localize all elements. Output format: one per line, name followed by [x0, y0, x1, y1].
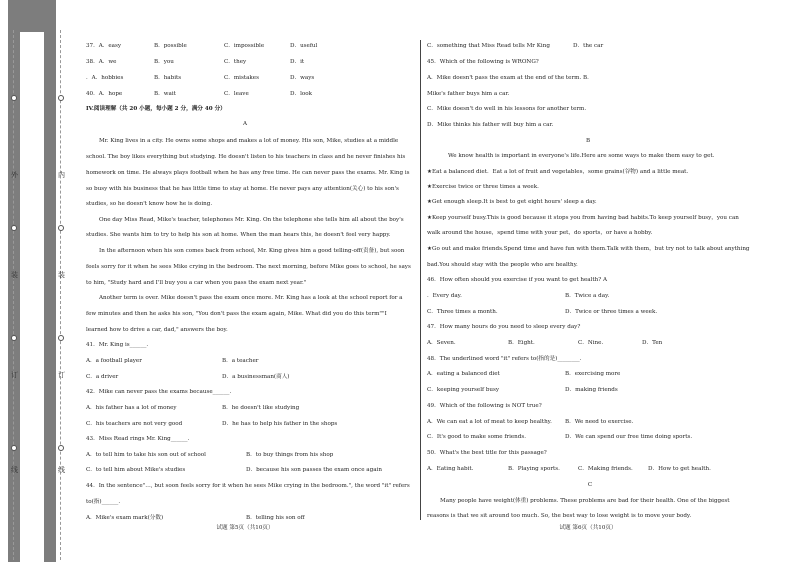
- seal-circle: [58, 225, 64, 231]
- q50-option-b: B．Playing sports.: [508, 466, 560, 472]
- q45-option-a: A．Mike doesn't pass the exam at the end of the term. B．: [427, 75, 593, 81]
- margin-bar-top: [8, 0, 56, 32]
- option-row-37-b: B．possible: [154, 43, 187, 49]
- option-row-37-a: 37．A．easy: [86, 43, 122, 49]
- passage-a-line: feels sorry for it when he sees Mike crying in the bedroom. The next morning, before Mike goes to school, he says: [86, 264, 411, 270]
- outer-mark-xian: 线: [11, 466, 18, 474]
- passage-a-label: A: [242, 121, 248, 127]
- option-row-39-d: D．ways: [290, 75, 315, 81]
- question-47: 47．How many hours do you need to sleep every day?: [427, 324, 581, 330]
- passage-c-line: Many people have weight(体重) problems. These problems are bad for their health. One of the biggest: [440, 498, 730, 504]
- passage-b-line: ★Keep yourself busy.This is good because it stops you from having bad habits.To keep yourself busy，you can: [427, 215, 739, 221]
- q49-option-b: B．We need to exercise.: [565, 419, 634, 425]
- question-43: 43．Miss Read rings Mr. King______.: [86, 436, 190, 442]
- option-row-40-a: 40．A．hope: [86, 91, 123, 97]
- q44-option-d: D．the car: [573, 43, 604, 49]
- passage-b-line: ★Get enough sleep.It is best to get eight hours' sleep a day.: [427, 199, 597, 205]
- q47-option-a: A．Seven.: [427, 340, 456, 346]
- passage-a-line: In the afternoon when his son comes back from school, Mr. King gives him a good telling-off(责备), but soon: [99, 248, 405, 254]
- q41-option-d: D．a businessman(商人): [222, 374, 290, 380]
- q50-option-a: A．Eating habit.: [427, 466, 474, 472]
- passage-a-line: so busy with his business that he has little time to stay at home. He never pays any attention(关心) to his son's: [86, 186, 399, 192]
- question-48: 48．The underlined word "it" refers to(指的是)________.: [427, 356, 582, 362]
- option-row-40-b: B．wait: [154, 91, 176, 97]
- question-41: 41．Mr. King is______.: [86, 342, 149, 348]
- q50-option-c: C．Making friends.: [578, 466, 633, 472]
- passage-b-line: ★Eat a balanced diet．Eat a lot of fruit and vegetables，some grains(谷物) and a little meat.: [427, 169, 689, 175]
- q50-option-d: D．How to get health.: [648, 466, 711, 472]
- margin-bar-right: [44, 0, 56, 562]
- q45-option-b: Mike's father buys him a car.: [427, 91, 510, 97]
- q42-option-a: A．his father has a lot of money: [86, 405, 177, 411]
- question-50: 50．What's the best title for this passage?: [427, 450, 547, 456]
- option-row-38-a: 38．A．we: [86, 59, 117, 65]
- question-46: 46．How often should you exercise if you want to get health? A: [427, 277, 608, 283]
- q41-option-c: C．a driver: [86, 374, 119, 380]
- q44-option-a: A．Mike's exam mark(分数): [86, 515, 164, 521]
- q48-option-d: D．making friends: [565, 387, 618, 393]
- passage-b-line: ★Exercise twice or three times a week.: [427, 184, 539, 190]
- passage-b-line: walk around the house，spend time with your pet，do sports，or have a hobby.: [427, 230, 653, 236]
- outer-mark-ding: 订: [11, 371, 18, 379]
- option-row-39-a: ．A．hobbies: [86, 75, 124, 81]
- option-row-40-d: D．look: [290, 91, 312, 97]
- q42-option-d: D．he has to help his father in the shops: [222, 421, 338, 427]
- q43-option-a: A．to tell him to take his son out of school: [86, 452, 206, 458]
- inner-mark-nei: 内: [58, 171, 65, 179]
- q41-option-a: A．a football player: [86, 358, 142, 364]
- option-row-38-d: D．it: [290, 59, 305, 65]
- outer-mark-zhuang: 装: [11, 271, 18, 279]
- q46-option-d: D．Twice or three times a week.: [565, 309, 658, 315]
- option-row-39-b: B．habits: [154, 75, 182, 81]
- seal-circle: [11, 445, 17, 451]
- passage-a-line: homework on time. He always plays football when he has any free time. He can never pass the exams. Mr. King is: [86, 170, 410, 176]
- q45-option-c: C．Mike doesn't do well in his lessons for another term.: [427, 106, 587, 112]
- passage-a-line: One day Miss Read, Mike's teacher, telephones Mr. King. On the telephone she tells him all about the boy's: [99, 217, 404, 223]
- q41-option-b: B．a teacher: [222, 358, 259, 364]
- q44-option-b: B．telling his son off: [246, 515, 305, 521]
- outer-mark-wai: 外: [11, 171, 18, 179]
- q42-option-c: C．his teachers are not very good: [86, 421, 183, 427]
- q48-option-c: C．keeping yourself busy: [427, 387, 500, 393]
- seal-circle: [11, 95, 17, 101]
- q48-option-a: A．eating a balanced diet: [427, 371, 500, 377]
- seal-circle: [58, 445, 64, 451]
- q47-option-b: B．Eight.: [508, 340, 535, 346]
- q49-option-d: D．We can spend our free time doing sports.: [565, 434, 693, 440]
- inner-mark-ding: 订: [58, 371, 65, 379]
- passage-b-line: bad.You should stay with the people who are healthy.: [427, 262, 578, 268]
- seal-circle: [58, 335, 64, 341]
- inner-mark-xian: 线: [58, 466, 65, 474]
- passage-a-line: few minutes and then he asks his son, "You don't pass the exam again, Mike. What did you do this term""I: [86, 311, 387, 317]
- option-row-40-c: C．leave: [224, 91, 249, 97]
- outer-seal-line: [13, 30, 14, 560]
- seal-circle: [11, 225, 17, 231]
- q45-option-d: D．Mike thinks his father will buy him a car.: [427, 122, 554, 128]
- passage-a-line: Mr. King lives in a city. He owns some shops and makes a lot of money. His son, Mike, studies at a middle: [99, 138, 399, 144]
- passage-a-line: studies, so he doesn't know how he is doing.: [86, 201, 213, 207]
- binding-margin: [8, 0, 70, 562]
- question-44: 44．In the sentence"…, but soon feels sorry for it when he sees Mike crying in the bedroom.", the word "it" refers: [86, 483, 410, 489]
- passage-b-label: B: [585, 138, 591, 144]
- passage-a-line: to him, "Study hard and I'll buy you a car when you pass the exam next year.": [86, 280, 307, 286]
- q46-option-b: B．Twice a day.: [565, 293, 610, 299]
- passage-a-line: learned how to drive a car, dad," answers the boy.: [86, 327, 228, 333]
- seal-circle: [11, 335, 17, 341]
- option-row-39-c: C．mistakes: [224, 75, 259, 81]
- q46-option-a: ．Every day.: [427, 293, 462, 299]
- option-row-37-d: D．useful: [290, 43, 318, 49]
- q48-option-b: B．exercising more: [565, 371, 621, 377]
- page-footer-left: 试题 第5页（共10页）: [216, 525, 274, 531]
- q49-option-a: A．We can eat a lot of meat to keep healthy.: [427, 419, 552, 425]
- page-footer-right: 试题 第6页（共10页）: [559, 525, 617, 531]
- seal-circle: [58, 95, 64, 101]
- q43-option-c: C．to tell him about Mike's studies: [86, 467, 186, 473]
- question-44-cont: to(指)______.: [86, 499, 121, 505]
- passage-b-line: ★Go out and make friends.Spend time and have fun with them.Talk with them，but try not to talk about anything: [427, 246, 750, 252]
- inner-mark-zhuang: 装: [58, 271, 65, 279]
- passage-a-line: studies. She wants him to try to help his son at home. When the man hears this, he doesn't feel very happy.: [86, 232, 391, 238]
- question-42: 42．Mike can never pass the exams because______.: [86, 389, 232, 395]
- q43-option-b: B．to buy things from his shop: [246, 452, 334, 458]
- margin-bar-left: [8, 0, 20, 562]
- passage-c-label: C: [587, 482, 593, 488]
- q44-option-c: C．something that Miss Read tells Mr King: [427, 43, 550, 49]
- question-49: 49．Which of the following is NOT true?: [427, 403, 542, 409]
- column-divider: [420, 40, 421, 520]
- passage-c-line: reasons is that we sit around too much. So, the best way to lose weight is to move your body.: [427, 513, 692, 519]
- option-row-38-b: B．you: [154, 59, 174, 65]
- section-title: IV.阅读理解（共 20 小题，每小题 2 分，满分 40 分）: [86, 106, 226, 112]
- q49-option-c: C．It's good to make some friends.: [427, 434, 527, 440]
- q47-option-d: D．Ten: [642, 340, 663, 346]
- q46-option-c: C．Three times a month.: [427, 309, 498, 315]
- question-45: 45．Which of the following is WRONG?: [427, 59, 539, 65]
- q42-option-b: B．he doesn't like studying: [222, 405, 300, 411]
- passage-a-line: school. The boy likes everything but studying. He doesn't listen to his teachers in class and he never finishes his: [86, 154, 406, 160]
- option-row-38-c: C．they: [224, 59, 247, 65]
- passage-b-intro: We know health is important in everyone's life.Here are some ways to make them easy to get.: [448, 153, 715, 159]
- passage-a-line: Another term is over. Mike doesn't pass the exam once more. Mr. King has a look at the school report for a: [99, 295, 403, 301]
- q43-option-d: D．because his son passes the exam once again: [246, 467, 382, 473]
- q47-option-c: C．Nine.: [578, 340, 604, 346]
- inner-seal-line: [60, 30, 61, 560]
- option-row-37-c: C．impossible: [224, 43, 265, 49]
